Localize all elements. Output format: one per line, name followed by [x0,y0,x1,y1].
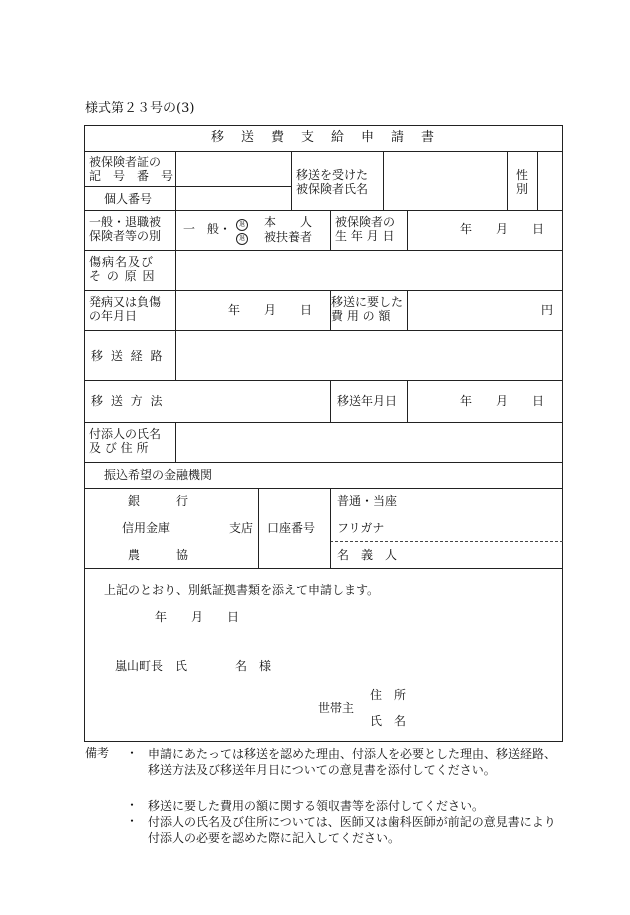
furigana-field[interactable] [410,514,562,540]
patient-name-field[interactable] [384,152,506,209]
branch-label: 支店 [229,521,254,535]
applicant-name-label: 氏 名 [370,714,407,728]
note-bullet: ・ [126,814,139,828]
attendant-field[interactable] [176,423,562,461]
row-line [84,462,563,463]
col-line [407,380,408,422]
note-bullet: ・ [126,746,139,760]
disease-field[interactable] [176,251,562,289]
addressee: 嵐山町長 氏 名 様 [115,659,272,673]
retired-circle-icon: 退 [236,233,248,245]
bank-section-label: 振込希望の金融機関 [104,468,213,482]
holder-label: 名 義 人 [337,548,398,562]
category-retired-mark [236,217,248,232]
cost-field[interactable] [408,291,538,329]
disease-label: 傷病名及び そ の 原 因 [89,255,156,284]
sex-field[interactable] [538,152,562,209]
credit-union-label: 信用金庫 [122,521,171,535]
col-line [407,210,408,250]
category-label: 一般・退職被 保険者等の別 [89,215,162,244]
col-line [258,488,259,568]
row-line [84,210,563,211]
insurance-card-field[interactable] [176,152,290,185]
sex-label: 性 別 [516,168,529,197]
retired-circle-icon: 退 [236,219,248,231]
route-field[interactable] [176,331,562,379]
transfer-date-label: 移送年月日 [337,394,398,408]
holder-field[interactable] [410,542,562,567]
form-title: 移 送 費 支 給 申 請 書 [210,130,436,145]
insurance-card-label: 被保険者証の 記 号 番 号 [89,155,174,184]
birth-label: 被保険者の 生 年 月 日 [335,215,396,244]
agri-label: 農 協 [128,548,189,562]
onset-date[interactable]: 年 月 日 [228,303,313,317]
note-item-1: 申請にあたっては移送を認めた理由、付添人を必要とした理由、移送経路、移送方法及び移送年月日についての意見書を添付してください。 [148,747,557,777]
method-field[interactable] [176,381,329,421]
route-label: 移 送 経 路 [91,349,165,363]
patient-name-label: 移送を受けた 被保険者氏名 [296,168,369,197]
category-self[interactable]: 本 人 [264,215,313,229]
declaration-text: 上記のとおり、別紙証拠書類を添えて申請します。 [104,583,380,597]
bank-label: 銀 行 [128,494,189,508]
cost-unit: 円 [541,303,554,317]
method-label: 移 送 方 法 [91,394,165,408]
birth-date[interactable]: 年 月 日 [460,222,545,236]
category-general[interactable]: 一 般・ [183,222,232,236]
notes-label: 備考 [85,746,110,760]
account-number-label: 口座番号 [267,521,316,535]
row-line [84,488,563,489]
row-line [84,568,563,569]
account-type[interactable]: 普通・当座 [337,494,398,508]
applicant-address-label: 住 所 [370,688,407,702]
note-item-3: 付添人の氏名及び住所については、医師又は歯科医師が前記の意見書により付添人の必要を認めた際に記入してください。 [148,815,556,845]
col-line [330,488,331,568]
personal-number-label: 個人番号 [104,192,153,206]
category-dependent[interactable]: 被扶養者 [264,230,313,244]
col-line [330,210,331,250]
furigana-label: フリガナ [337,521,385,535]
attendant-label: 付添人の氏名 及 び 住 所 [89,427,162,456]
transfer-date[interactable]: 年 月 日 [460,394,545,408]
onset-label: 発病又は負傷 の年月日 [89,295,162,324]
col-line [507,151,508,210]
personal-number-field[interactable] [176,187,290,209]
col-line [291,151,292,210]
cost-label: 移送に要した 費 用 の 額 [331,295,404,324]
category-retired-mark-2 [236,231,248,246]
declaration-date[interactable]: 年 月 日 [155,610,240,624]
form-id: 様式第２３号の(3) [85,101,195,116]
note-bullet: ・ [126,798,139,812]
note-item-2: 移送に要した費用の額に関する領収書等を添付してください。 [148,799,485,813]
householder-label: 世帯主 [318,701,355,715]
col-line [330,380,331,422]
